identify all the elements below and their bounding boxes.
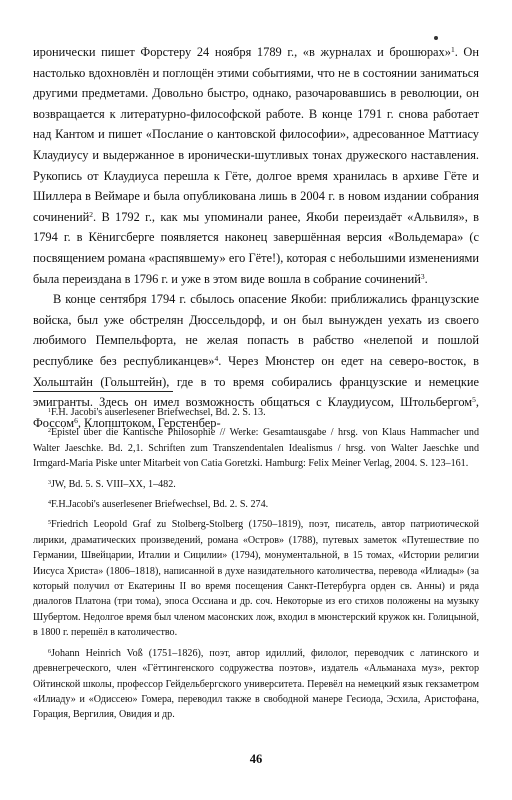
footnote (33, 477, 479, 492)
footnote (33, 425, 479, 471)
main-text (33, 42, 479, 433)
footnote-separator (33, 391, 173, 392)
footnote-marker: 5 (48, 520, 51, 527)
text-run: В конце сентября 1794 г. сбылось опасение Якоби: приближались французские войска, был уже обстрелян Дюссельдорф, и он был вынужден уехать из своего любимого Пемпельфорта, не желая попасть в рабство «нелепой и пошлой республике без республиканцев» (33, 292, 479, 368)
footnote-marker: 2 (48, 428, 51, 435)
text-run: F.H. Jacobi's auserlesener Briefwechsel, Bd. 2. S. 13. (51, 407, 266, 418)
text-run: F.H.Jacobi's auserlesener Briefwechsel, Bd. 2. S. 274. (51, 499, 269, 511)
footnote (33, 517, 479, 640)
footnote-marker: 5 (472, 395, 476, 405)
text-run: . (424, 271, 428, 286)
text-run: . В 1792 г., как мы упоминали ранее, Якоби переиздаёт «Альвиля», в 1794 г. в Кёнигсберге появляется наконец завершённая версия «Вольдемара» (с посвящением романа «распявшему» его Гёте!), которая с небольшими изменениями была переиздана в 1796 г. и уже в этом виде вошла в собрание сочинений (33, 209, 479, 286)
footnote-marker: 6 (48, 648, 51, 655)
text-run: , Клопштоком, Герстенбер- (77, 415, 221, 430)
footnote-marker: 4 (214, 353, 219, 363)
stray-ink-mark (434, 36, 438, 40)
text-run: . Он настолько вдохновлён и поглощён этими событиями, что не в состоянии заниматься другими предметами. Довольно быстро, однако, разочаровавшись в революции, он возвращается к литературно-философской работе. В конце 1791 г. снова работает над Кантом и пишет «Послание о кантовской философии», адресованное Маттиасу Клаудиусу и выдержанное в иронически-шутливых тонах дружеского наставления. Рукопись от Клаудиуса перешла к Гёте, долгое время хранилась в архиве Гёте и Шиллера в Веймаре и была опубликована лишь в 2004 г. в новом издании собрания сочинений (33, 45, 479, 224)
footnote-marker: 4 (48, 500, 51, 507)
footnote-marker: 2 (89, 209, 94, 219)
footnote (33, 405, 479, 420)
text-run: , Фоссом (33, 395, 479, 430)
footnote (33, 497, 479, 512)
footnote-marker: 1 (450, 45, 455, 54)
footnotes (33, 405, 479, 728)
footnote (33, 646, 479, 723)
text-run: . Через Мюнстер он едет на северо-восток, в Хольштайн (Гольштейн), где в то время собирались французские и немецкие эмигранты. Здесь он имел возможность общаться с Клаудиусом, Штольбергом (33, 353, 479, 410)
footnote-marker: 6 (74, 415, 78, 425)
footnote-marker: 1 (48, 408, 51, 414)
text-run: иронически пишет Форстеру 24 ноября 1789 г., «в журналах и брошюрах» (33, 45, 451, 59)
footnote-marker: 3 (420, 271, 425, 281)
text-run: Friedrich Leopold Graf zu Stolberg-Stolberg (1750–1819), поэт, писатель, автор патриотической лирики, драматических произведений, романа «Остров» (1788), путевых заметок «Путешествие по Германии, Швейцарии, Италии и Сицилии» (1794), монументальной, в 15 томах, «Истории религии Иисуса Христа» (1806–1818), написанной в духе назидательного католичества, перевода «Илиады» (за который получил от Екатерины II во время посещения Санкт-Петербурга орден св. Анны) и ряда диалогов Платона (три тома), эпоса Оссиана и др. соч. Некоторые из его стихов положены на музыку Шубертом. Недолгое время был членом масонских лож, входил в мюнстерский кружок кн. Голицыной, в 1800 г. перешёл в католичество. (33, 519, 479, 639)
text-run: Johann Heinrich Voß (1751–1826), поэт, автор идиллий, филолог, переводчик с латинского и древнегреческого, член «Гёттингенского содружества поэтов», издатель «Альманаха муз», ректор Ойтинской школы, профессор Гейдельбергского университета. Перевёл на немецкий язык гекзаметром «Илиаду» и «Одиссею» Гомера, переводил также в свободной манере Гесиода, Эсхила, Аристофана, Горация, Вергилия, Овидия и др. (33, 647, 479, 721)
text-run: Epistel über die Kantische Philosophie // Werke: Gesamtausgabe / hrsg. von Klaus Hammacher und Walter Jaeschke. Bd. 2,1. Schriften zum Transzendentalen Idealismus / hrsg. von Walter Jaeschke und Irmgard-Maria Piske unter Mitarbeit von Catia Goretzki. Hamburg: Felix Meiner Verlag, 2004. S. 123–161. (33, 427, 479, 470)
page-number: 46 (249, 752, 263, 766)
footnote-marker: 3 (48, 479, 51, 486)
text-run: JW, Bd. 5. S. VIII–XX, 1–482. (51, 478, 176, 490)
paragraph (33, 42, 479, 289)
